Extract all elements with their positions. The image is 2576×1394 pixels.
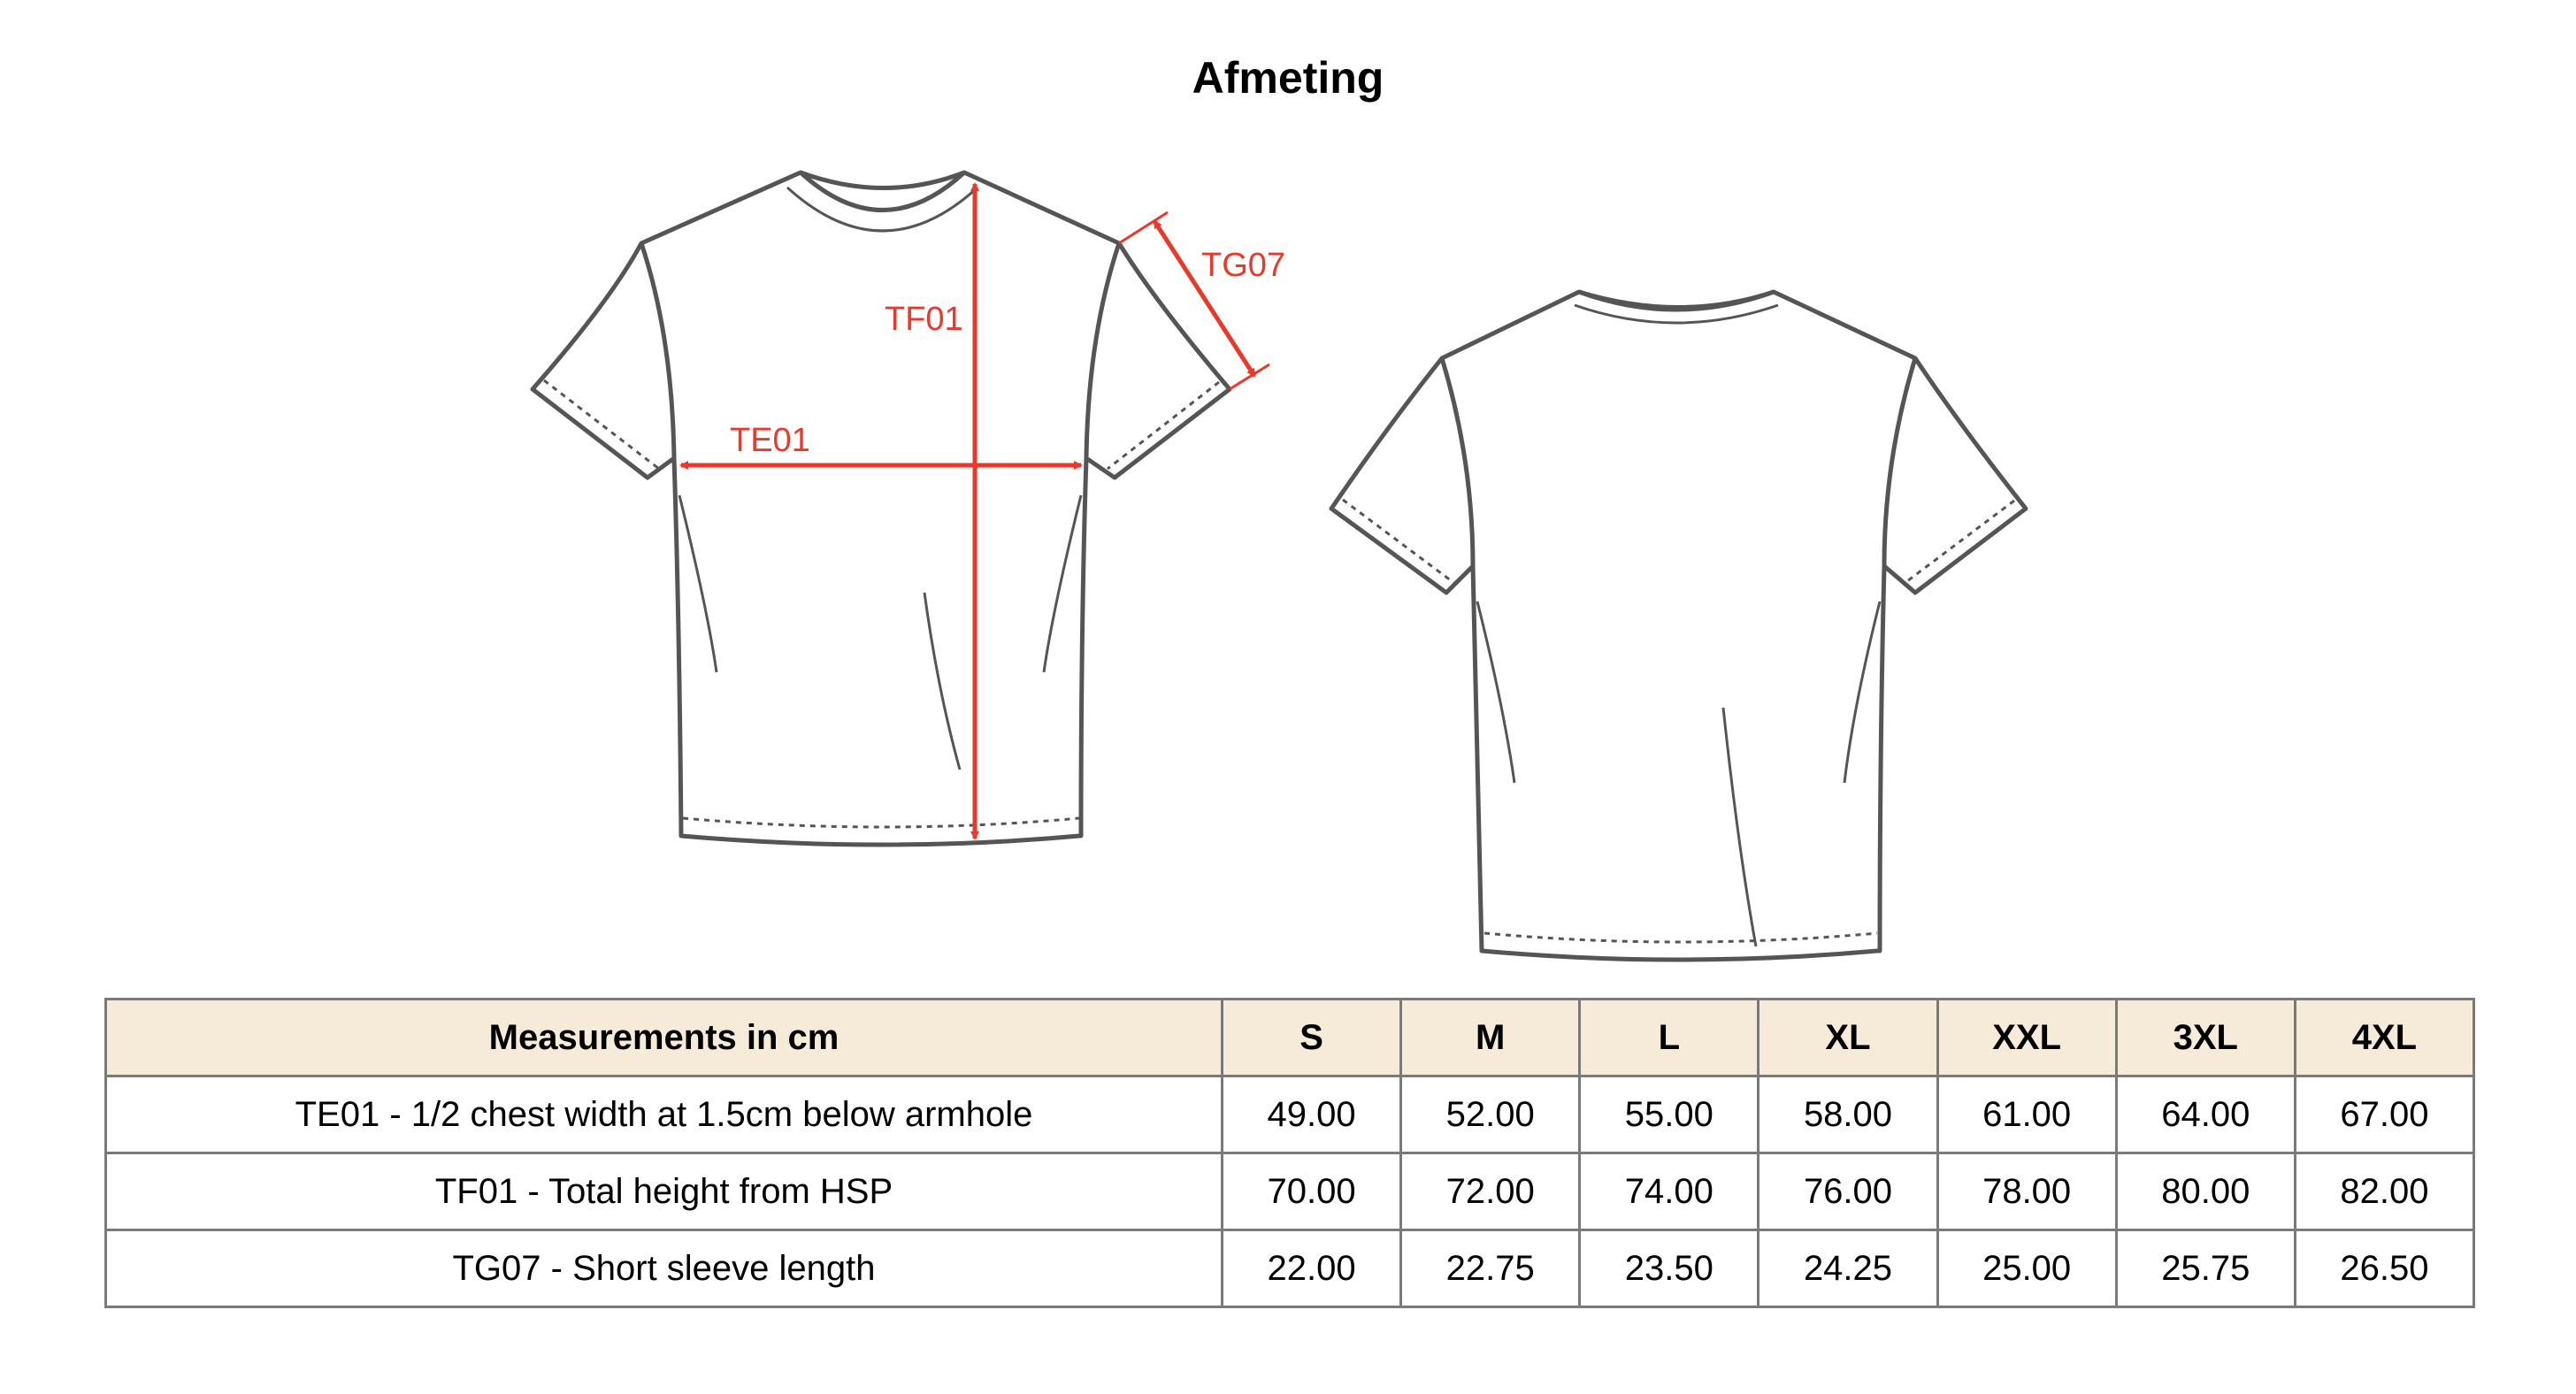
table-row bbox=[106, 1153, 2474, 1230]
header-size-s: S bbox=[1223, 1000, 1401, 1076]
header-size-l: L bbox=[1580, 1000, 1759, 1076]
table-cell: 82.00 bbox=[2295, 1153, 2473, 1230]
header-size-4xl: 4XL bbox=[2295, 1000, 2473, 1076]
row-label: TG07 - Short sleeve length bbox=[106, 1230, 1223, 1307]
table-cell: 22.75 bbox=[1401, 1230, 1580, 1307]
table-cell: 24.25 bbox=[1759, 1230, 1937, 1307]
table-cell: 55.00 bbox=[1580, 1076, 1759, 1153]
table-cell: 22.00 bbox=[1223, 1230, 1401, 1307]
header-size-3xl: 3XL bbox=[2116, 1000, 2295, 1076]
tshirt-back-outline bbox=[1331, 292, 2026, 960]
label-tg07: TG07 bbox=[1201, 247, 1286, 284]
table-cell: 49.00 bbox=[1223, 1076, 1401, 1153]
table-cell: 26.50 bbox=[2295, 1230, 2473, 1307]
header-size-m: M bbox=[1401, 1000, 1580, 1076]
table-row bbox=[106, 1076, 2474, 1153]
table-cell: 67.00 bbox=[2295, 1076, 2473, 1153]
tshirt-back bbox=[1331, 292, 2026, 960]
table-cell: 70.00 bbox=[1223, 1153, 1401, 1230]
row-label: TE01 - 1/2 chest width at 1.5cm below armhole bbox=[106, 1076, 1223, 1153]
table-cell: 58.00 bbox=[1759, 1076, 1937, 1153]
table-cell: 23.50 bbox=[1580, 1230, 1759, 1307]
table-cell: 61.00 bbox=[1937, 1076, 2116, 1153]
table-cell: 76.00 bbox=[1759, 1153, 1937, 1230]
tshirt-front-outline bbox=[533, 172, 1230, 845]
label-te01: TE01 bbox=[730, 422, 810, 459]
table-cell: 80.00 bbox=[2116, 1153, 2295, 1230]
row-label: TF01 - Total height from HSP bbox=[106, 1153, 1223, 1230]
table-cell: 25.75 bbox=[2116, 1230, 2295, 1307]
table-row bbox=[106, 1230, 2474, 1307]
table-cell: 25.00 bbox=[1937, 1230, 2116, 1307]
table-header-row bbox=[106, 1000, 2474, 1076]
header-measurement: Measurements in cm bbox=[106, 1000, 1223, 1076]
table-cell: 74.00 bbox=[1580, 1153, 1759, 1230]
table-cell: 78.00 bbox=[1937, 1153, 2116, 1230]
size-chart-table bbox=[104, 998, 2475, 1308]
header-size-xl: XL bbox=[1759, 1000, 1937, 1076]
header-size-xxl: XXL bbox=[1937, 1000, 2116, 1076]
label-tf01: TF01 bbox=[885, 301, 963, 338]
table-cell: 52.00 bbox=[1401, 1076, 1580, 1153]
table-cell: 72.00 bbox=[1401, 1153, 1580, 1230]
tshirt-front bbox=[533, 172, 1230, 845]
table-cell: 64.00 bbox=[2116, 1076, 2295, 1153]
page-title: Afmeting bbox=[1192, 53, 1384, 103]
